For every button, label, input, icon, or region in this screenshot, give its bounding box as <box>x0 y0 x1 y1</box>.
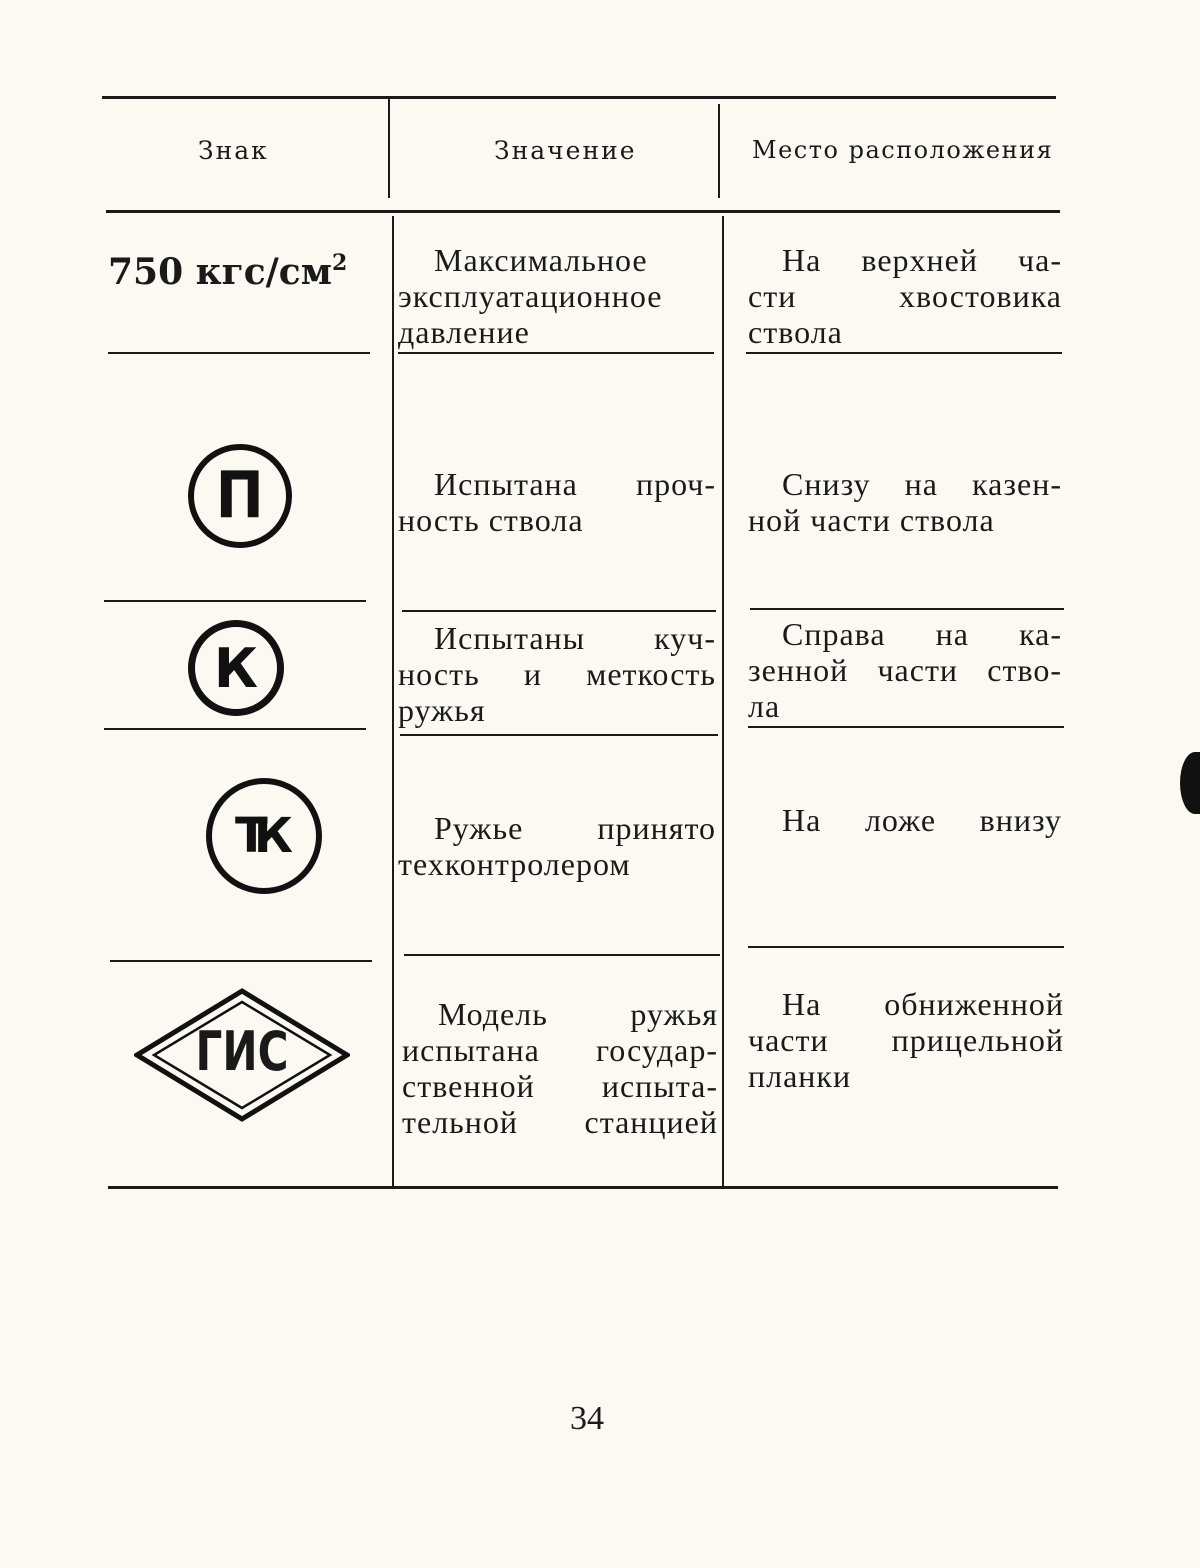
meaning-line: Испытаны куч- <box>434 620 716 656</box>
location-line: ствола <box>748 314 843 350</box>
row-separator <box>108 352 370 354</box>
pressure-mark-text: 750 кгс/см <box>108 251 332 293</box>
location-cell-3 <box>748 616 1062 724</box>
row-separator <box>110 960 372 962</box>
page-number: 34 <box>570 1400 604 1437</box>
row-separator <box>404 954 720 956</box>
meaning-line: техконтролером <box>398 846 631 882</box>
location-cell-5 <box>748 986 1064 1094</box>
location-line: Снизу на казен- <box>782 466 1062 502</box>
row-separator <box>748 726 1064 728</box>
stamp-letter: К <box>213 636 259 700</box>
location-line: планки <box>748 1058 852 1094</box>
meaning-cell-2 <box>398 466 716 538</box>
table-top-rule <box>102 96 1056 99</box>
meaning-cell-3 <box>398 620 716 728</box>
meaning-line: Ружье принято <box>434 810 716 846</box>
row-separator <box>402 610 716 612</box>
pressure-mark-superscript: 2 <box>332 250 348 276</box>
meaning-line: ность и меткость <box>398 656 716 692</box>
meaning-cell-4 <box>398 810 716 882</box>
meaning-line: эксплуатационное <box>398 278 663 314</box>
row-separator <box>104 728 366 730</box>
column-divider-1 <box>388 98 390 198</box>
table-bottom-rule <box>108 1186 1058 1189</box>
stamp-letter: ГИС <box>195 1020 289 1083</box>
location-line: ла <box>748 688 781 724</box>
location-line: сти хвостовика <box>748 278 1062 314</box>
meaning-line: Испытана проч- <box>434 466 716 502</box>
row-separator <box>400 734 718 736</box>
column-divider-2-body <box>722 216 724 1186</box>
pressure-mark <box>108 250 347 293</box>
location-line: На ложе внизу <box>782 802 1062 838</box>
meaning-line: ственной испыта- <box>402 1068 718 1104</box>
row-separator <box>750 608 1064 610</box>
row-separator <box>746 352 1062 354</box>
location-line: ной части ствола <box>748 502 995 538</box>
row-separator <box>398 352 714 354</box>
meaning-line: давление <box>398 314 530 350</box>
location-line: На верхней ча- <box>782 242 1062 278</box>
header-meaning: Значение <box>494 136 637 165</box>
meaning-line: ность ствола <box>398 502 584 538</box>
circled-letter-k-icon <box>188 620 284 716</box>
meaning-line: испытана государ- <box>402 1032 718 1068</box>
stamp-letter: ТК <box>235 808 279 864</box>
location-line: Справа на ка- <box>782 616 1062 652</box>
column-divider-1-body <box>392 216 394 1186</box>
meaning-line: тельной станцией <box>402 1104 718 1140</box>
meaning-cell-5 <box>402 996 718 1140</box>
location-cell-1 <box>748 242 1062 350</box>
header-location: Место расположения <box>752 136 1054 164</box>
header-bottom-rule <box>106 210 1060 213</box>
location-line: На обниженной <box>782 986 1064 1022</box>
diamond-gis-stamp-icon <box>134 988 350 1122</box>
location-line: зенной части ство- <box>748 652 1062 688</box>
location-line: части прицельной <box>748 1022 1064 1058</box>
location-cell-2 <box>748 466 1062 538</box>
meaning-line: Максимальное <box>434 242 648 278</box>
meaning-line: ружья <box>398 692 486 728</box>
location-cell-4 <box>748 802 1062 838</box>
binding-hole-mark <box>1180 752 1200 814</box>
meaning-line: Модель ружья <box>438 996 718 1032</box>
meaning-cell-1 <box>398 242 716 350</box>
row-separator <box>748 946 1064 948</box>
circled-letter-p-icon <box>188 444 292 548</box>
row-separator <box>104 600 366 602</box>
column-divider-2 <box>718 104 720 198</box>
circled-letter-tk-icon <box>206 778 322 894</box>
stamp-letter: П <box>215 459 265 533</box>
header-sign: Знак <box>198 136 269 165</box>
